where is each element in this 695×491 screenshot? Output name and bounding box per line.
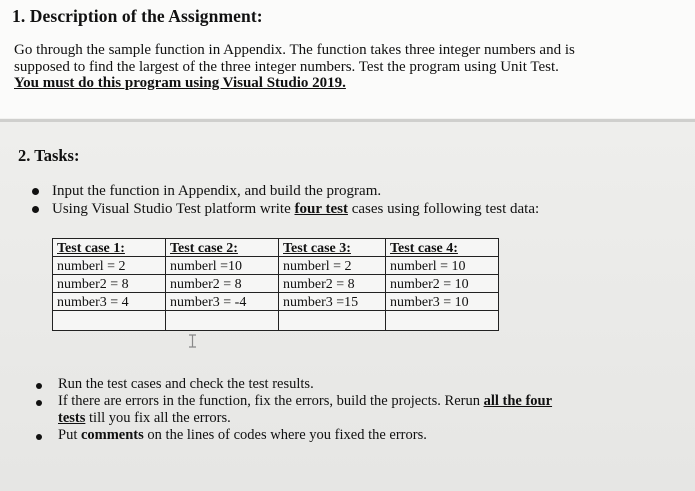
visual-studio-requirement: You must do this program using Visual Studio 2019. [14,75,346,91]
bullet-icon [32,206,39,213]
task-tests-text-pre: Using Visual Studio Test platform write [52,201,295,217]
table-header-cell: Test case 4: [386,239,499,257]
table-cell: number2 = 8 [166,275,279,293]
task-run-text: Run the test cases and check the test results. [58,376,314,392]
table-header-cell: Test case 2: [166,239,279,257]
table-header-row [53,239,499,257]
table-cell-empty [166,311,279,331]
table-cell: number3 = 4 [53,293,166,311]
table-row [53,275,499,293]
task-item-run-tests [36,376,552,393]
task-fix-text-post: till you fix all the errors. [85,410,231,426]
task-tests-emphasis: four test [294,201,348,217]
task-fix-emphasis-2: tests [58,410,86,426]
table-cell: numberl =10 [166,257,279,275]
table-cell: number3 = 10 [386,293,499,311]
table-cell: number2 = 8 [279,275,386,293]
table-header-cell: Test case 3: [279,239,386,257]
bullet-icon [36,400,42,406]
bullet-icon [36,434,42,440]
bullet-icon [36,383,42,389]
tasks-list-top [32,182,539,218]
table-cell: number3 = -4 [166,293,279,311]
task-comments-emphasis: comments [80,427,144,443]
table-cell-empty [386,311,499,331]
task-comments-text-pre: Put [58,427,81,443]
tasks-heading: 2. Tasks: [18,146,80,165]
description-section [0,0,695,118]
task-fix-text-pre: If there are errors in the function, fix the errors, build the projects. Rerun [58,393,484,409]
task-item-fix-errors [36,393,552,427]
test-data-table [52,238,499,331]
table-cell: numberl = 10 [386,257,499,275]
task-tests-text-post: cases using following test data: [347,201,540,217]
task-item-write-tests [32,200,539,218]
table-cell: numberl = 2 [53,257,166,275]
description-paragraph [14,42,674,92]
table-cell: number2 = 8 [53,275,166,293]
description-heading: 1. Description of the Assignment: [12,6,263,26]
task-build-text: Input the function in Appendix, and build the program. [52,183,382,199]
description-line-1: Go through the sample function in Appendix. The function takes three integer numbers and is [14,42,575,58]
table-row [53,293,499,311]
tasks-section [0,122,695,491]
task-item-build [32,182,539,200]
table-header-cell: Test case 1: [53,239,166,257]
bullet-icon [32,188,39,195]
table-row-empty [53,311,499,331]
table-cell-empty [279,311,386,331]
tasks-list-bottom [36,376,552,444]
table-row [53,257,499,275]
task-comments-text-post: on the lines of codes where you fixed the errors. [143,427,427,443]
table-cell: number2 = 10 [386,275,499,293]
task-fix-emphasis-1: all the four [483,393,553,409]
text-cursor-icon [188,334,197,348]
table-cell: numberl = 2 [279,257,386,275]
table-cell: number3 =15 [279,293,386,311]
table-cell-empty [53,311,166,331]
description-line-2: supposed to find the largest of the three integer numbers. Test the program using Unit Test. [14,58,559,75]
task-item-comments [36,427,552,444]
